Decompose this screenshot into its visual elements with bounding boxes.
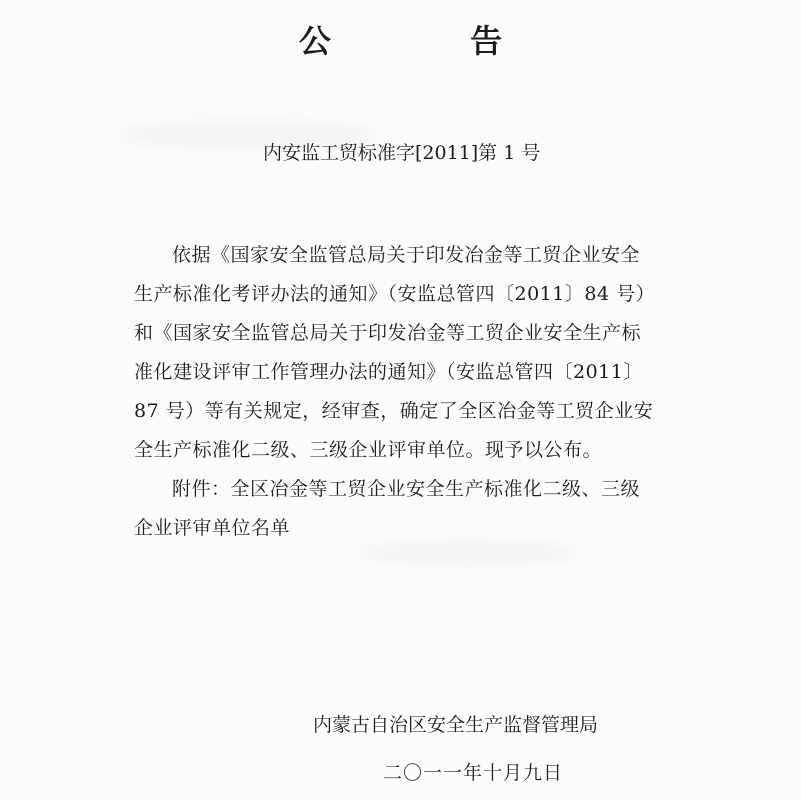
paragraph-line: 准化建设评审工作管理办法的通知》（安监总管四〔2011〕: [134, 361, 643, 383]
paragraph-line: 87 号）等有关规定，经审查，确定了全区冶金等工贸企业安: [134, 400, 654, 422]
issue-date: 二〇一一年十月九日: [383, 762, 564, 784]
attachment-line: 企业评审单位名单: [134, 517, 291, 539]
attachment-line: 附件：全区冶金等工贸企业安全生产标准化二级、三级: [172, 478, 641, 500]
paragraph-line: 生产标准化考评办法的通知》（安监总管四〔2011〕84 号）: [134, 283, 656, 305]
notice-title: 公 告: [298, 22, 567, 60]
issuing-authority: 内蒙古自治区安全生产监督管理局: [313, 714, 599, 736]
paragraph-line: 全生产标准化二级、三级企业评审单位。现予以公布。: [134, 439, 603, 461]
notice-body: [134, 236, 694, 548]
document-number: 内安监工贸标准字[2011]第 1 号: [263, 142, 541, 164]
paragraph-line: 依据《国家安全监管总局关于印发冶金等工贸企业安全: [172, 244, 641, 266]
paragraph-line: 和《国家安全监管总局关于印发冶金等工贸企业安全生产标: [134, 322, 642, 344]
